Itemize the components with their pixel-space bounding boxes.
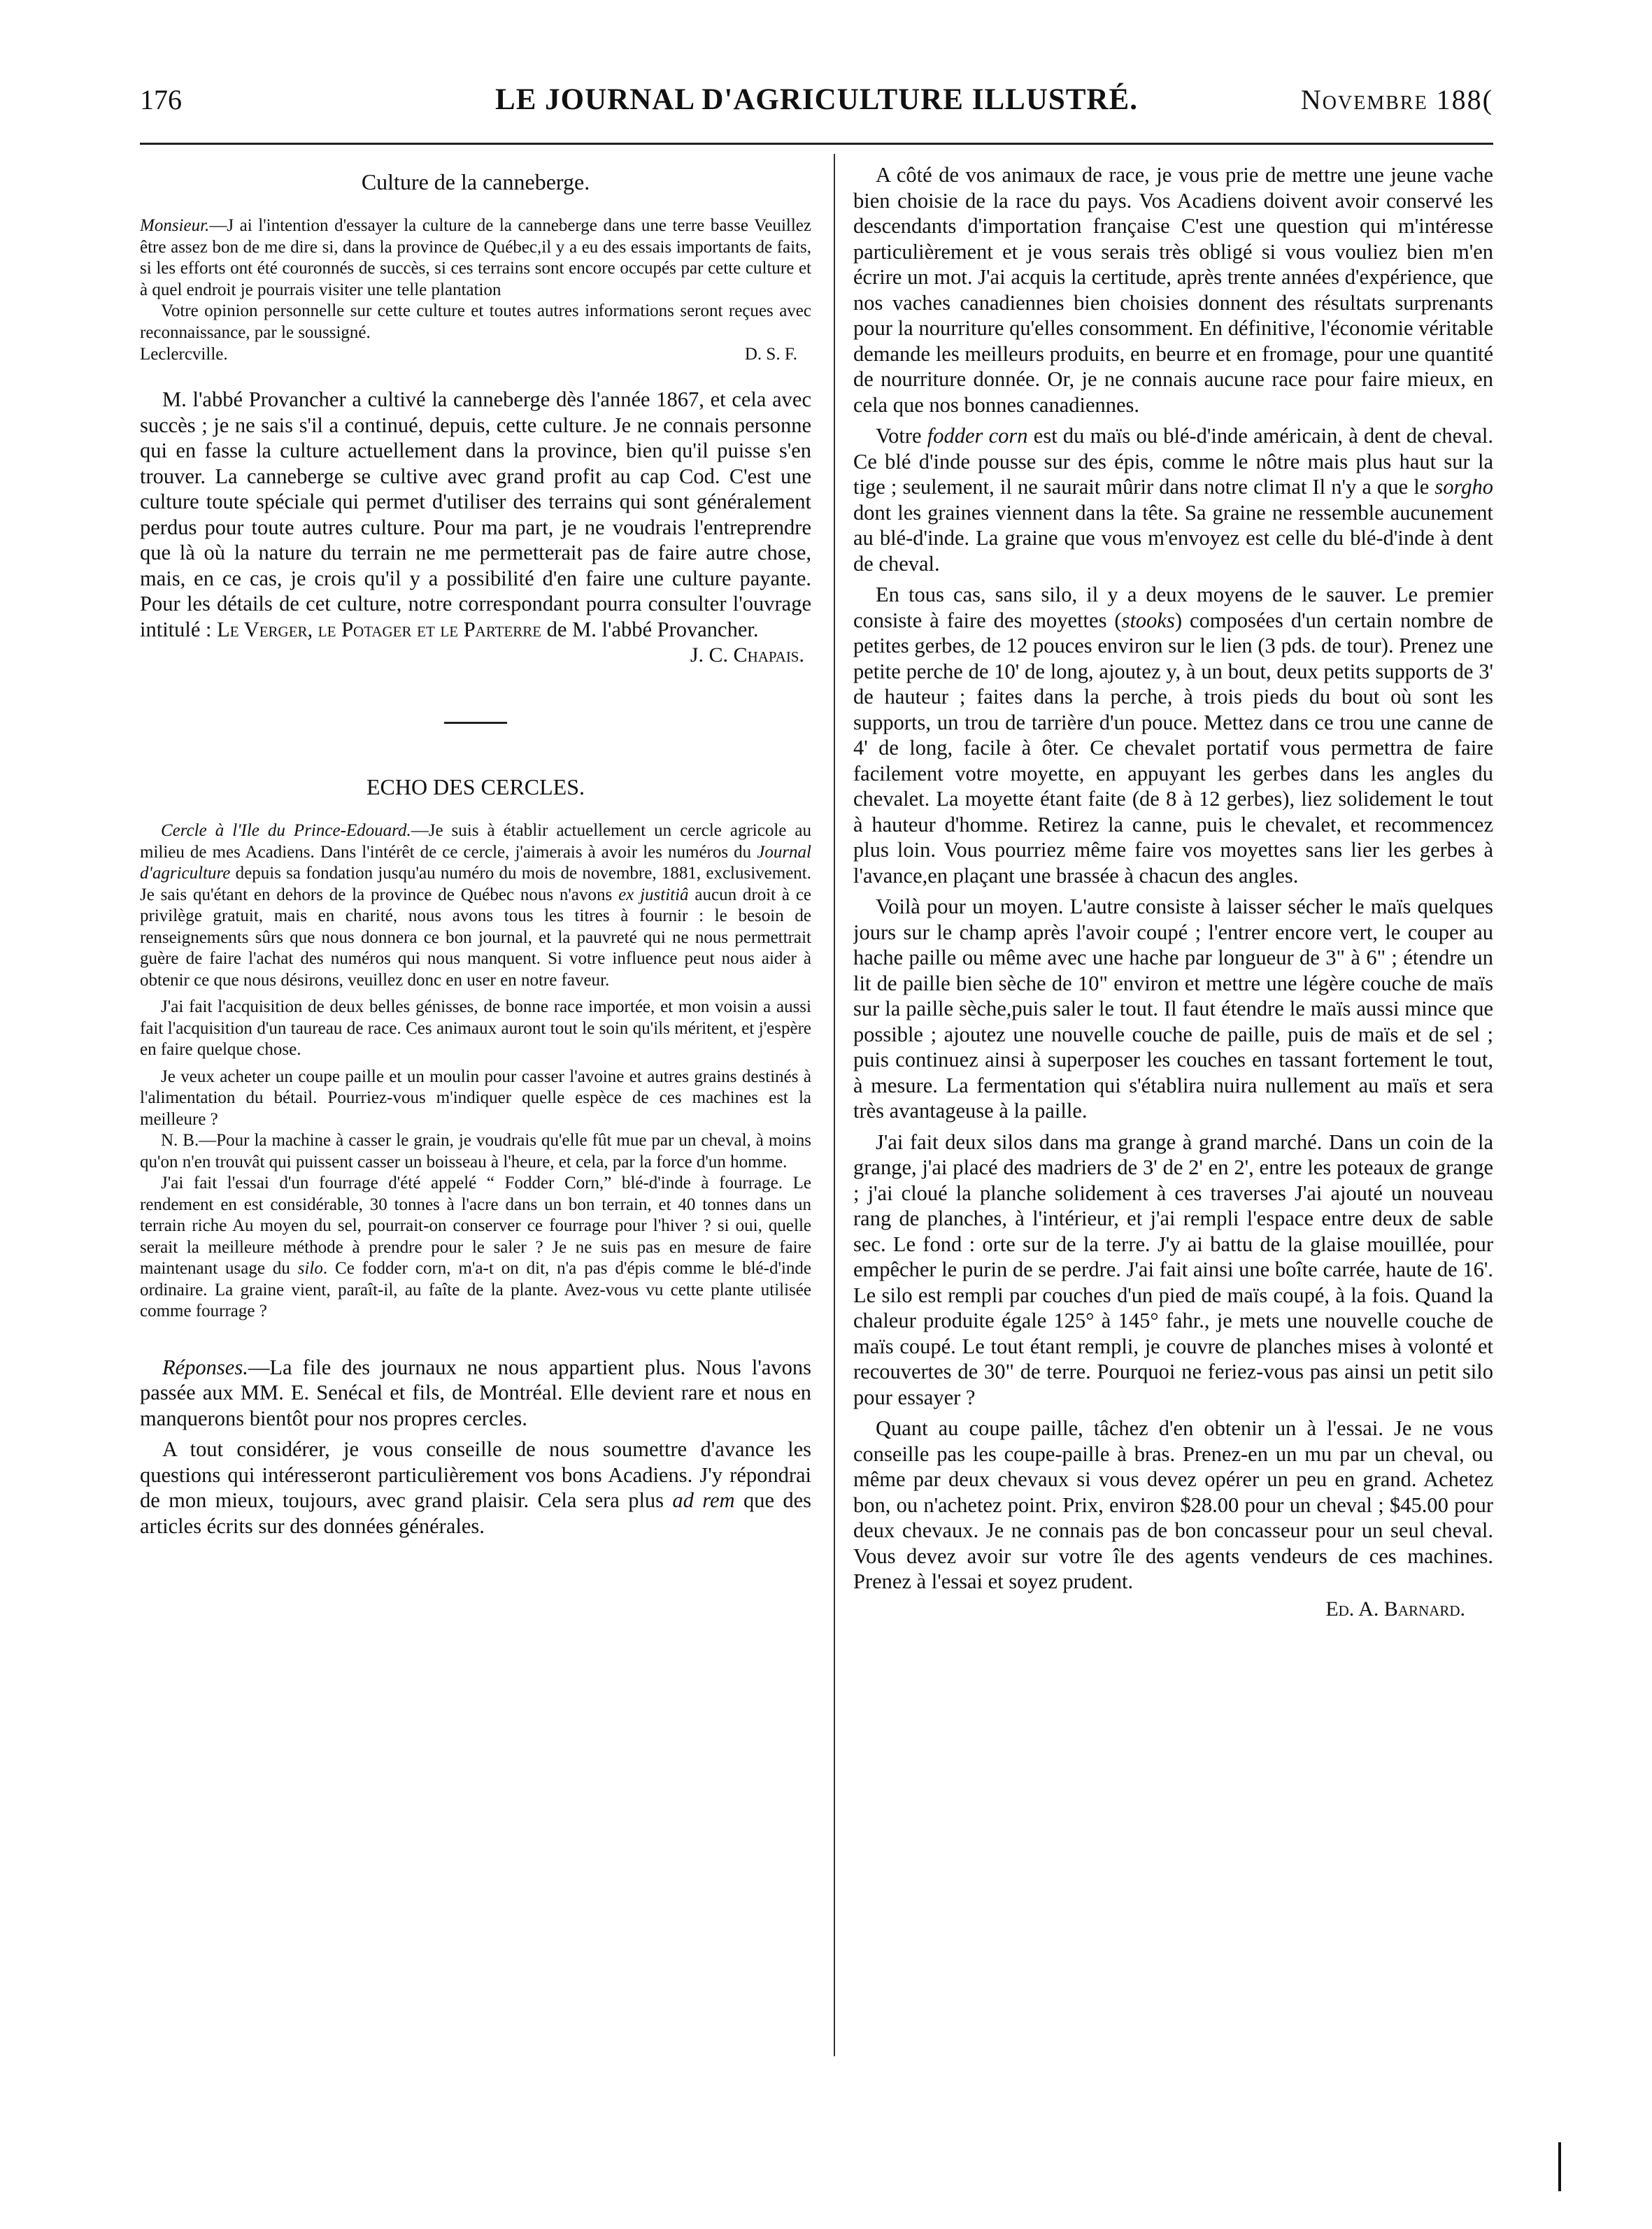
editor-answer <box>140 387 811 669</box>
letter-paragraph: N. B.—Pour la machine à casser le grain, je voudrais qu'elle fût mue par un cheval, à moins qu'on n'en trouvât qui puissent casser un boisseau à l'heure, et cela, par la force d'un homme. <box>140 1131 811 1172</box>
answer-paragraph: Quant au coupe paille, tâchez d'en obtenir un à l'essai. Je ne vous conseille pas les coupe-paille à bras. Prenez-en un mu par un cheval, ou même par deux chevaux si vous devez opérer un peu en grand. Achetez bon, ou n'achetez point. Prix, environ $28.00 pour un cheval ; $45.00 pour deux chevaux. Je ne connais pas de bon concasseur pour un seul cheval. Vous devez avoir sur votre île des agents vendeurs de ces machines. Prenez à l'essai et soyez prudent. <box>853 1416 1493 1593</box>
answer-paragraph: Réponses.—La file des journaux ne nous appartient plus. Nous l'avons passée aux MM. E. Senécal et fils, de Montréal. Elle devient rare et nous en manquerons bientôt pour nos propres cercles. <box>140 1355 811 1430</box>
margin-mark <box>1558 2142 1561 2191</box>
section-title: Culture de la canneberge. <box>361 169 590 194</box>
page-header <box>140 83 1493 124</box>
left-column <box>140 162 811 2051</box>
book-title: Le Verger, le Potager et le Parterre <box>217 617 542 641</box>
header-rule <box>140 143 1493 145</box>
letter-paragraph: J'ai fait l'essai d'un fourrage d'été appelé “ Fodder Corn,” blé-d'inde à fourrage. Le rendement en est considérable, 30 tonnes à l'acre dans un bon terrain, et 40 tonnes dans un terrain riche Au moyen du sel, pourrait-on conserver ce fourrage pour l'hiver ? si oui, quelle serait la meilleure méthode à prendre pour le saler ? Je ne suis pas en mesure de faire maintenant usage du silo. Ce fodder corn, m'a-t on dit, n'a pas d'épis comme le blé-d'inde ordinaire. La graine vient, paraît-il, au faîte de la plante. Avez-vous vu cette plante utilisée comme fourrage ? <box>140 1174 811 1320</box>
answer-paragraph: A tout considérer, je vous conseille de nous soumettre d'avance les questions qui intéresseront particulièrement vos bons Acadiens. J'y répondrai de mon mieux, toujours, avec grand plaisir. Cela sera plus ad rem que des articles écrits sur des données générales. <box>140 1437 811 1538</box>
section-echo-des-cercles <box>140 771 811 1539</box>
signature: J. C. Chapais. <box>690 643 804 667</box>
letter-paragraph: Votre opinion personnelle sur cette culture et toutes autres informations seront reçues avec reconnaissance, par le soussigné. <box>140 301 811 342</box>
answer-paragraph: En tous cas, sans silo, il y a deux moyens de le sauver. Le premier consiste à faire des moyettes (stooks) composées d'un certain nombre de petites gerbes, de 12 pouces environ sur le lien (3 pds. de tour). Prenez une petite perche de 10' de long, ajoutez y, à un bout, deux petits supports de 3' de hauteur ; faites dans la perche, à trois pieds du bout où sont les supports, un trou de tarrière d'un pouce. Mettez dans ce trou une canne de 4' de long, facile à ôter. Ce chevalet portatif vous permettra de faire facilement votre moyette, en appuyant les gerbes dans les angles du chevalet. La moyette étant faite (de 8 à 12 gerbes), liez solidement le tout à hauteur d'homme. Retirez la canne, puis le chevalet, et recommencez plus loin. Vous pourriez même faire vos moyettes sans lier les gerbes à l'avance,en plaçant une brassée à chacun des angles. <box>853 583 1493 888</box>
section-title: ECHO DES CERCLES. <box>366 774 585 799</box>
section-divider <box>444 722 507 724</box>
answer-paragraph: Votre fodder corn est du maïs ou blé-d'inde américain, à dent de cheval. Ce blé d'inde pousse sur des épis, comme le nôtre mais plus haut sur la tige ; seulement, il ne saurait mûrir dans notre climat Il n'y a que le sorgho dont les graines viennent dans la tête. Sa graine ne ressemble aucunement au blé-d'inde. La graine que vous m'envoyez est celle du blé-d'inde à dent de cheval. <box>853 424 1493 576</box>
page-number: 176 <box>140 84 182 115</box>
journal-title: LE JOURNAL D'AGRICULTURE ILLUSTRÉ. <box>495 83 1138 116</box>
letter-paragraph: Je veux acheter un coupe paille et un moulin pour casser l'avoine et autres grains destinés à l'alimentation du bétail. Pourriez-vous m'indiquer quelle espèce de ces machines est la meilleure ? <box>140 1067 811 1129</box>
answer-paragraph: A côté de vos animaux de race, je vous prie de mettre une jeune vache bien choisie de la race du pays. Vos Acadiens doivent avoir conservé les descendants d'importation française C'est une question qui m'intéresse particulièrement et je vous serais très obligé si vous vouliez bien m'en écrire un mot. J'ai acquis la certitude, après trente années d'expérience, que nos vaches canadiennes bien choisies donnent des résultats surprenants pour la nourriture qu'elles consomment. En définitive, l'économie véritable demande les meilleurs produits, en beurre et en fromage, pour une quantité de nourriture donnée. Or, je ne connais aucune race pour faire mieux, en cela que nos bonnes canadiennes. <box>853 163 1493 417</box>
answer-paragraph: Voilà pour un moyen. L'autre consiste à laisser sécher le maïs quelques jours sur le champ après l'avoir coupé ; l'entrer encore vert, le couper au hache paille ou même avec une hache par longueur de 3" à 6" ; étendre un lit de paille bien sèche de 10" environ et mettre une légère couche de maïs sur la paille sèche,puis saler le tout. Il faut étendre le maïs aussi mince que possible ; ajoutez une nouvelle couche de paille, puis de maïs et de sel ; puis continuez ainsi à superposer les couches en tassant fortement le tout, à mesure. La fermentation qui s'établira nuira nullement au maïs et sera très avantageuse à la paille. <box>853 895 1493 1123</box>
answer-paragraph: M. l'abbé Provancher a cultivé la canneberge dès l'année 1867, et cela avec succès ; je ne sais s'il a continué, depuis, cette culture. Je ne connais personne qui en fasse la culture actuellement dans la province, bien qu'il puisse s'en trouver. La canneberge se cultive avec grand profit au cap Cod. C'est une culture toute spéciale qui permet d'utiliser des terrains qui sont généralement perdus pour toute autres culture. Pour ma part, je ne voudrais l'entreprendre que là où la nature du terrain ne me permetterait pas de faire autre chose, mais, en ce cas, je crois qu'il y a possibilité d'en faire une culture payante. Pour les détails de cet culture, notre correspondant pourra consulter l'ouvrage intitulé : Le Verger, le Potager et le Parterre de M. l'abbé Provancher. <box>140 387 811 641</box>
letter-paragraph: J'ai fait l'acquisition de deux belles génisses, de bonne race importée, et mon voisin a aussi fait l'acquisition d'un taureau de race. Ces animaux auront tout le soin qu'ils méritent, et j'espère en faire quelque chose. <box>140 997 811 1059</box>
right-column <box>853 162 1493 2051</box>
issue-date: Novembre 188( <box>1300 84 1493 115</box>
answer-paragraph: J'ai fait deux silos dans ma grange à grand marché. Dans un coin de la grange, j'ai placé des madriers de 3' de 2' en 2', entre les poteaux de grange ; j'ai cloué la planche solidement à ces traverses J'ai ajouté un nouveau rang de planches, à l'intérieur, et j'ai rempli l'espace entre deux de sable sec. Le fond : orte sur de la terre. J'y ai battu de la glaise mouillée, pour empêcher le purin de se perdre. J'ai fait ainsi une boîte carrée, haute de 16'. Le silo est rempli par couches d'un pied de maïs coupé, à la fois. Quand la chaleur produite égale 125° à 145° fahr., je mets une nouvelle couche de maïs coupé. Le tout étant rempli, je couvre de planches mises à volonté et recouvertes de 30" de terre. Pourquoi ne feriez-vous pas ainsi un petit silo pour essayer ? <box>853 1130 1493 1409</box>
reader-letter <box>140 215 811 366</box>
answer-heading: Réponses. <box>162 1355 248 1379</box>
reader-letter <box>140 820 811 1323</box>
letter-initials: D. S. F. <box>744 345 797 364</box>
editor-answer <box>140 1355 811 1539</box>
letter-paragraph: Monsieur.—J ai l'intention d'essayer la culture de la canneberge dans une terre basse Veuillez être assez bon de me dire si, dans la province de Québec,il y a eu des essais importants de faits, si les efforts ont été couronnés de succès, si ces terrains sont encore occupés par cette culture et à quel endroit je pourrais visiter une telle plantation <box>140 216 811 299</box>
letter-heading: Cercle à l'Ile du Prince-Edouard. <box>161 821 411 840</box>
signature: Ed. A. Barnard. <box>1325 1597 1465 1621</box>
letter-place: Leclercville. <box>140 345 228 364</box>
salutation: Monsieur. <box>140 216 210 235</box>
letter-paragraph: Cercle à l'Ile du Prince-Edouard.—Je suis à établir actuellement un cercle agricole au milieu de mes Acadiens. Dans l'intérêt de ce cercle, j'aimerais à avoir les numéros du Journal d'agriculture depuis sa fondation jusqu'au numéro du mois de novembre, 1881, exclusivement. Je sais qu'étant en dehors de la province de Québec nous n'avons ex justitiâ aucun droit à ce privilège gratuit, mais en charité, nous avons tous les titres à fournir : le besoin de renseignements sûrs que nous donnera ce bon journal, et la pauvreté qui ne nous permettrait guère de faire l'achat des numéros qui nous manquent. Si votre influence peut nous aider à obtenir ce que nous désirons, veuillez donc en user en notre faveur. <box>140 821 811 990</box>
column-divider <box>834 154 835 2056</box>
letter-signoff <box>140 343 811 366</box>
section-cranberry <box>140 166 811 669</box>
